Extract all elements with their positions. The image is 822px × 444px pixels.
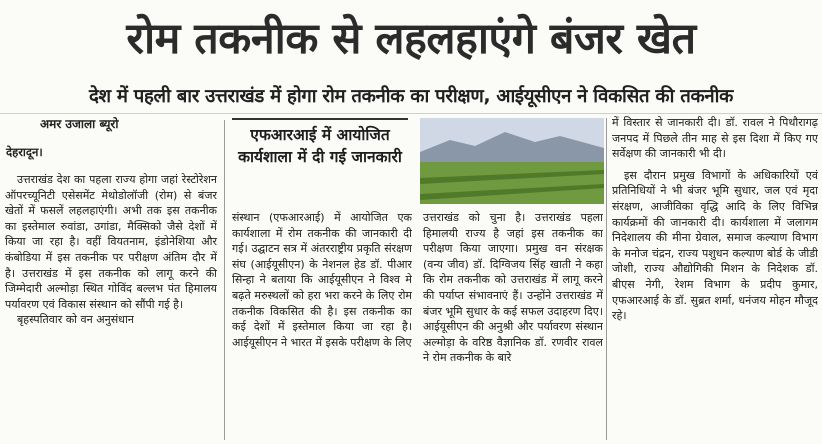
callout-box: एफआरआई में आयोजित कार्यशाला में दी गई जानकारी: [232, 118, 408, 196]
byline: अमर उजाला ब्यूरो: [40, 117, 119, 131]
subheadline: देश में पहली बार उत्तराखंड में होगा रोम तकनीक का परीक्षण, आईयूसीएन ने विकसित की तकनीक: [88, 86, 734, 107]
article-column-4: [612, 115, 818, 440]
column-divider: [224, 120, 225, 440]
paragraph: उत्तराखंड को चुना है। उत्तराखंड पहला हिमालयी राज्य है जहां इस तकनीक का परीक्षण किया जाएगा। प्रमुख वन संरक्षक (वन्य जीव) डॉ. दिग्विजय सिंह खाती ने कहा कि रोम तकनीक को उत्तराखंड में लागू करने की पर्याप्त संभावनाएं हैं। उन्होंने उत्तराखंड में बंजर भूमि सुधार के कई सफल उदाहरण दिए। आईयूसीएन की अनुश्री और पर्यावरण संस्थान अल्मोड़ा के वरिष्ठ वैज्ञानिक डॉ. रणवीर रावल ने रोम तकनीक के बारे: [423, 211, 603, 365]
article-column-1: [5, 172, 217, 440]
paragraph: में विस्तार से जानकारी दी। डॉ. रावल ने पिथौरागढ़ जनपद में पिछले तीन माह से इस दिशा में किए गए सर्वेक्षण की जानकारी भी दी।: [612, 116, 818, 161]
header-rule: [0, 113, 822, 114]
article-column-2: [232, 210, 412, 440]
headline: रोम तकनीक से लहलहाएंगे बंजर खेत: [126, 14, 696, 64]
paragraph: संस्थान (एफआरआई) में आयोजित एक कार्यशाला में रोम तकनीक की जानकारी दी गई। उद्घाटन सत्र में अंतरराष्ट्रीय प्रकृति संरक्षण संघ (आईयूसीएन) के नेशनल हेड डॉ. पीआर सिन्हा ने बताया कि आईयूसीएन ने विश्व मे बढ़ते मरुस्थलों को हरा भरा करने के लिए रोम तकनीक विकसित की है। इस तकनीक का कई देशों में इस्तेमाल किया जा रहा है। आईयूसीएन ने भारत में इसके परीक्षण के लिए: [232, 211, 412, 349]
landscape-image: [420, 118, 604, 204]
column-divider: [606, 118, 607, 440]
dateline: देहरादून।: [6, 145, 43, 159]
paragraph: बृहस्पतिवार को वन अनुसंधान: [17, 313, 134, 327]
paragraph: उत्तराखंड देश का पहला राज्य होगा जहां रेस्टोरेशन ऑपरच्यूनिटी एसेसमेंट मेथोडोलॉजी (रोम) से बंजर खेतों में फसलें लहलहाएंगी। अभी तक इस तकनीक का इस्तेमाल रुवांडा, उगांडा, मैक्सिको जैसे देशों में किया जा रहा है। वहीं वियतनाम, इंडोनेशिया और कंबोडिया में इस तकनीक पर परीक्षण अंतिम दौर में है। उत्तराखंड में इस तकनीक को लागू करने की जिम्मेदारी अल्मोड़ा स्थित गोविंद बल्लभ पंत हिमालय पर्यावरण एवं विकास संस्थान को सौंपी गई है।: [5, 173, 217, 311]
article-column-3: [423, 210, 603, 440]
field-photo: [420, 118, 604, 204]
paragraph: इस दौरान प्रमुख विभागों के अधिकारियों एवं प्रतिनिधियों ने भी बंजर भूमि सुधार, जल एवं मृदा संरक्षण, आजीविका वृद्धि आदि के लिए विभिन्न कार्यक्रमों की जानकारी दी। कार्यशाला में जलागम निदेशालय की मीना ग्रेवाल, समाज कल्याण विभाग के मनोज चंद्रन, राज्य पशुधन कल्याण बोर्ड के जीडी जोशी, राज्य औद्योगिकी मिशन के निदेशक डॉ. बीएस नेगी, रेशम विभाग के प्रदीप कुमार, एफआरआई के डॉ. सुब्रत शर्मा, धनंजय मोहन मौजूद रहे।: [612, 168, 818, 323]
